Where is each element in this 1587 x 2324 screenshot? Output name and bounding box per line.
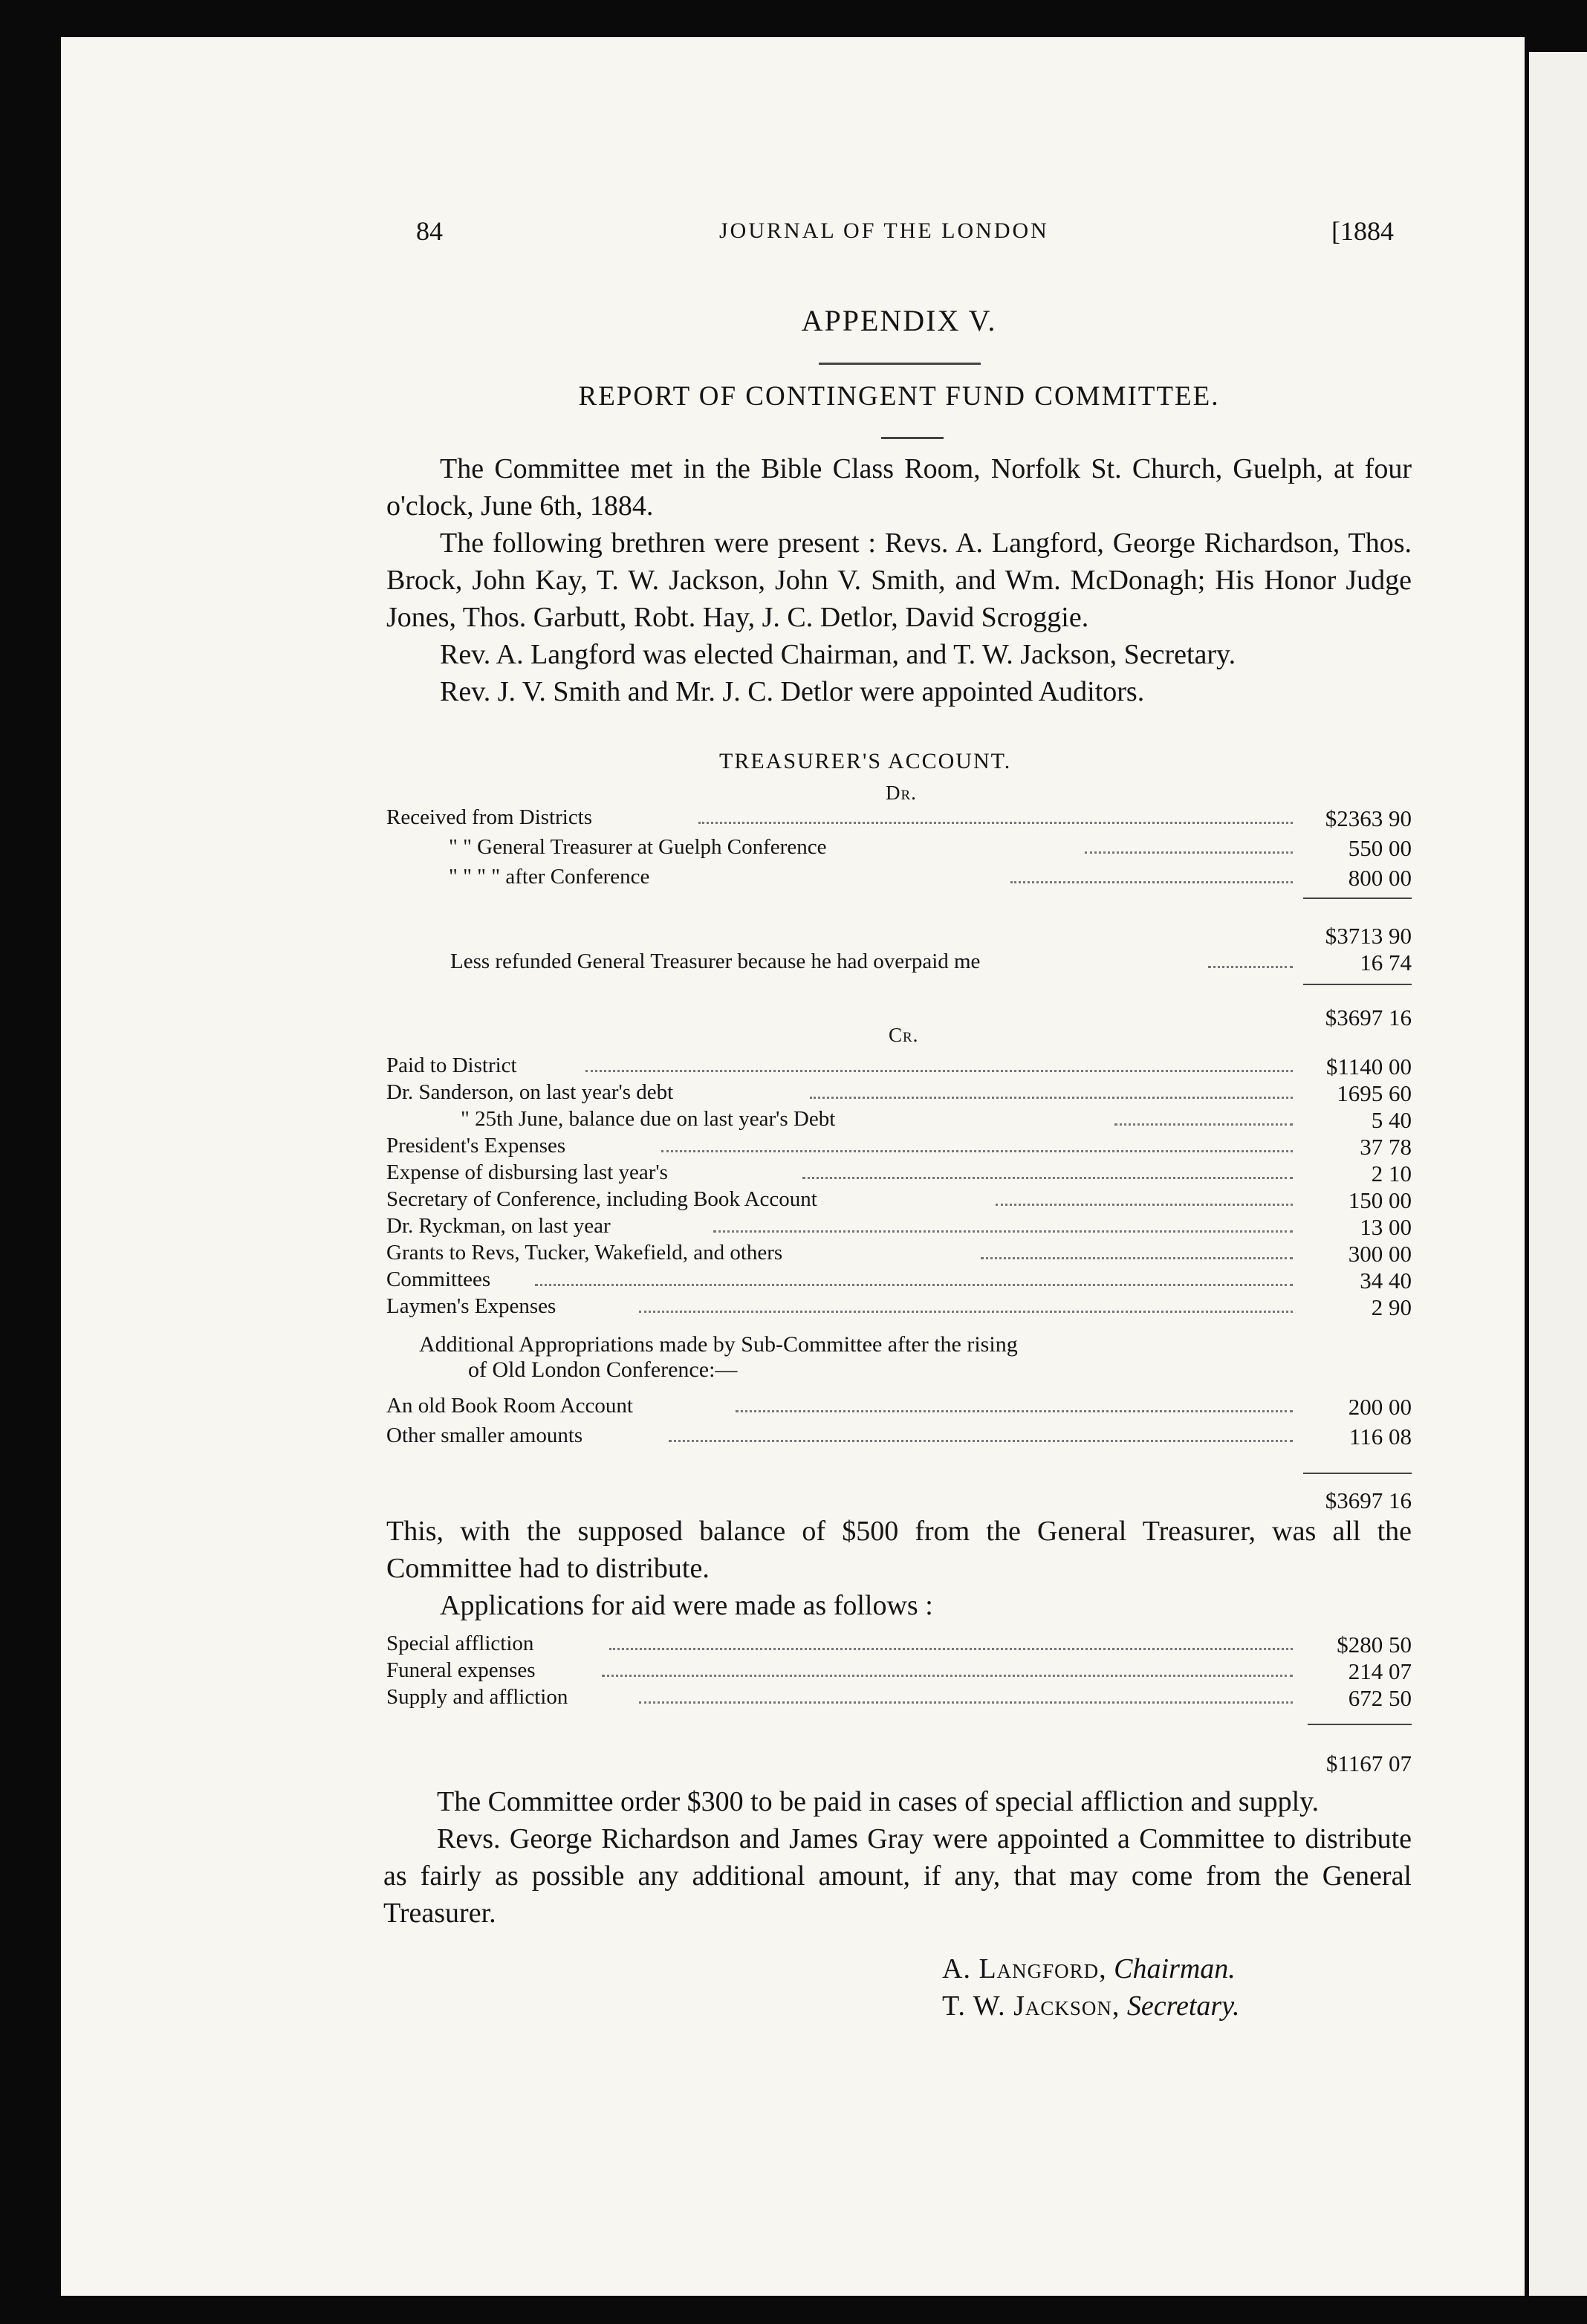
cr-row [386,1107,1412,1135]
cr-row-amount: 13 00 [1360,1214,1412,1240]
application-row-amount: 214 07 [1348,1658,1412,1684]
balance-paragraph [386,1513,1412,1624]
refund-label: Less refunded General Treasurer because he had overpaid me [450,950,981,973]
chairman-role: Chairman. [1114,1953,1236,1984]
closing-order: The Committee order $300 to be paid in cases of special affliction and supply. [437,1786,1320,1817]
dr-row-amount: 550 00 [1348,835,1412,861]
applications-text: Applications for aid were made as follows : [440,1590,933,1621]
dr-row [386,835,1412,863]
title-rule [819,363,981,365]
additional-row [386,1394,1412,1422]
application-row [386,1658,1412,1687]
application-row-label: Funeral expenses [386,1658,536,1682]
cr-total-row [386,1487,1412,1516]
cr-row-label: Committees [386,1268,491,1291]
dr-row [386,865,1412,893]
secretary-role: Secretary. [1126,1990,1240,2022]
cr-row-amount: 5 40 [1371,1107,1412,1133]
applications-total-row [386,1750,1412,1779]
cr-row [386,1294,1412,1322]
cr-row-amount: 2 10 [1371,1161,1412,1187]
signature-secretary [942,1990,1239,2022]
title-rule-short [881,437,944,439]
cr-row-label: President's Expenses [386,1134,566,1158]
dr-row [386,805,1412,834]
cr-row-amount: 150 00 [1348,1187,1412,1213]
cr-row-label: Expense of disbursing last year's [386,1161,668,1184]
intro-auditors: Rev. J. V. Smith and Mr. J. C. Detlor were appointed Auditors. [440,676,1145,707]
intro-present: The following brethren were present : Revs. A. Langford, George Richardson, Thos. Brock, John Kay, T. W. Jackson, John V. Smith, and Wm. McDonagh; His Honor Judge Jones, Thos. Garbutt, Robt. Hay, J. C. Detlor, David Scroggie. [386,528,1412,633]
dr-row-amount: $2363 90 [1325,805,1412,831]
treasurer-heading: TREASURER'S ACCOUNT. [719,749,1012,773]
additional-row [386,1424,1412,1452]
cr-row [386,1241,1412,1269]
cr-row-label: Laymen's Expenses [386,1294,556,1318]
application-row-amount: $280 50 [1337,1632,1412,1658]
dr-row-label: " " " " after Conference [449,865,650,889]
dr-label: Dr. [886,782,917,804]
secretary-name: T. W. Jackson, [942,1990,1120,2022]
cr-row-amount: 34 40 [1360,1268,1412,1294]
additional-note-line: of Old London Conference:— [468,1357,738,1382]
intro-text [386,450,1412,710]
refund-row [386,950,1412,978]
cr-row-amount: 300 00 [1348,1241,1412,1267]
dr-total: $3697 16 [1325,1004,1412,1030]
cr-row-label: Dr. Ryckman, on last year [386,1214,611,1238]
cr-row-amount: 2 90 [1371,1294,1412,1320]
dr-row-label: Received from Districts [386,805,593,829]
facing-page-edge [1529,52,1587,2296]
cr-row-label: " 25th June, balance due on last year's Debt [461,1107,836,1131]
additional-note-line: Additional Appropriations made by Sub-Committee after the rising [419,1332,1018,1357]
appendix-title: APPENDIX V. [801,304,997,337]
dr-subtotal-row [386,923,1412,951]
additional-row-label: Other smaller amounts [386,1424,583,1447]
additional-row-amount: 200 00 [1348,1394,1412,1420]
page-number: 84 [416,216,443,246]
cr-row-amount: 37 78 [1360,1134,1412,1160]
cr-row-label: Dr. Sanderson, on last year's debt [386,1080,674,1104]
dr-row-amount: 800 00 [1348,865,1412,891]
application-row [386,1685,1412,1713]
cr-row-label: Grants to Revs, Tucker, Wakefield, and others [386,1241,783,1265]
dr-subtotal: $3713 90 [1325,923,1412,949]
closing-committee: Revs. George Richardson and James Gray were appointed a Committee to distribute as fairly as possible any additional amount, if any, that may come from the General Treasurer. [383,1823,1412,1929]
cr-row [386,1187,1412,1215]
dr-row-label: " " General Treasurer at Guelph Conference [449,835,827,859]
cr-total: $3697 16 [1325,1487,1412,1513]
chairman-name: A. Langford, [942,1953,1107,1984]
intro-meeting: The Committee met in the Bible Class Room, Norfolk St. Church, Guelph, at four o'clock, June 6th, 1884. [386,453,1412,522]
running-year: [1884 [1331,216,1394,246]
intro-chairman: Rev. A. Langford was elected Chairman, and T. W. Jackson, Secretary. [440,639,1236,670]
cr-label: Cr. [889,1024,919,1046]
cr-row-label: Secretary of Conference, including Book Account [386,1187,817,1211]
additional-row-amount: 116 08 [1349,1424,1412,1450]
cr-row [386,1268,1412,1296]
cr-row-amount: 1695 60 [1337,1080,1412,1106]
balance-text: This, with the supposed balance of $500 from the General Treasurer, was all the Committee had to distribute. [386,1516,1412,1584]
closing-paragraphs [383,1783,1412,1932]
cr-row [386,1214,1412,1242]
cr-row-label: Paid to District [386,1054,517,1077]
cr-row-amount: $1140 00 [1325,1054,1412,1080]
applications-total: $1167 07 [1325,1750,1412,1776]
application-row-label: Special affliction [386,1632,534,1655]
report-title: REPORT OF CONTINGENT FUND COMMITTEE. [578,381,1220,412]
cr-row [386,1134,1412,1162]
application-row [386,1632,1412,1660]
cr-row [386,1080,1412,1109]
running-title: JOURNAL OF THE LONDON [719,218,1049,243]
cr-row [386,1161,1412,1189]
refund-amount: 16 74 [1360,950,1412,976]
application-row-label: Supply and affliction [386,1685,568,1709]
signature-chairman [942,1953,1236,1985]
additional-row-label: An old Book Room Account [386,1394,633,1418]
cr-row [386,1054,1412,1082]
application-row-amount: 672 50 [1348,1685,1412,1711]
